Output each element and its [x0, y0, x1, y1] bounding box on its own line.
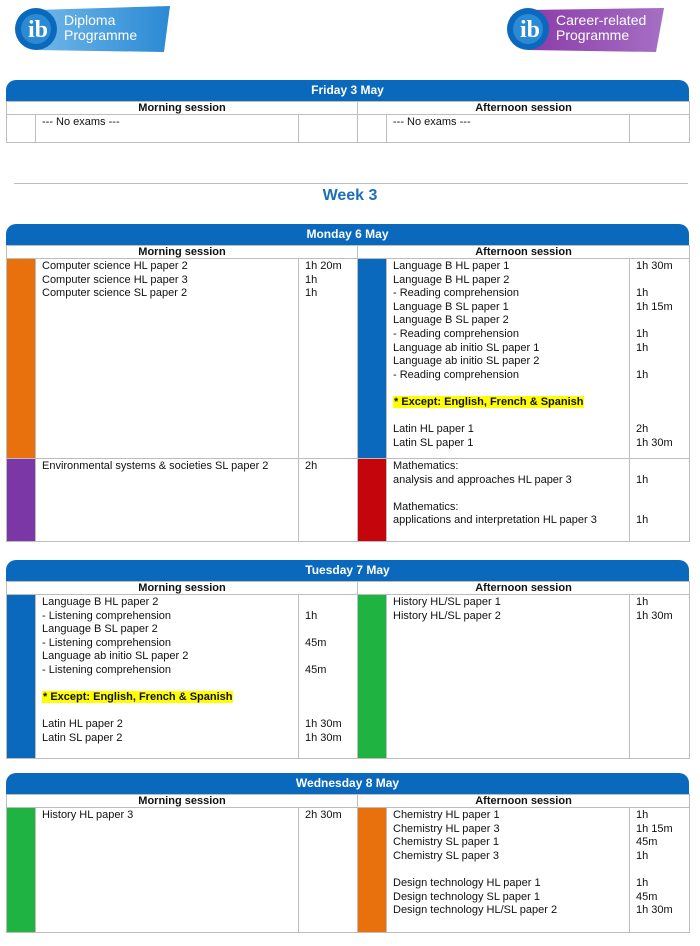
- subject-color-swatch: [7, 115, 35, 142]
- exception-highlight: * Except: English, French & Spanish: [394, 395, 584, 408]
- subject-color-swatch: [358, 115, 386, 142]
- spacer: [393, 863, 629, 877]
- exam-paper: Language B HL paper 2: [42, 596, 159, 608]
- exam-paper: - Reading comprehension: [393, 327, 519, 340]
- afternoon-header: Afternoon session: [358, 795, 690, 808]
- career-related-programme-logo: [506, 6, 664, 52]
- exam-paper: Language B HL paper 1: [393, 260, 510, 272]
- exam-paper: Language B SL paper 2: [42, 623, 158, 636]
- exam-duration: [305, 596, 357, 610]
- afternoon-header: Afternoon session: [358, 246, 690, 259]
- exam-paper: Latin HL paper 1: [393, 423, 474, 436]
- diploma-programme-logo: [14, 6, 170, 52]
- spacer: [305, 678, 357, 692]
- morning-durations: [299, 459, 358, 542]
- spacer: [42, 705, 298, 719]
- afternoon-header: Afternoon session: [358, 582, 690, 595]
- schedule-table: [6, 581, 690, 759]
- exam-duration: 1h 30m: [305, 718, 342, 731]
- exam-duration: [305, 691, 357, 705]
- exam-paper: Latin SL paper 2: [42, 731, 123, 744]
- exam-duration: 45m: [636, 836, 658, 849]
- schedule-table: [6, 101, 690, 143]
- morning-subject-color-bar: [7, 808, 36, 933]
- day-title: Monday 6 May: [6, 224, 689, 245]
- exam-paper: Language ab initio SL paper 2: [42, 650, 189, 663]
- subject-color-swatch: [7, 459, 35, 541]
- afternoon-subject-color-bar: [358, 115, 387, 143]
- afternoon-durations: [630, 259, 690, 459]
- exam-duration: 1h 30m: [636, 904, 673, 917]
- spacer: [305, 705, 357, 719]
- exam-duration: 1h: [636, 287, 649, 300]
- afternoon-durations: [630, 595, 690, 759]
- exam-duration: 1h 30m: [636, 260, 673, 272]
- afternoon-subject-color-bar: [358, 595, 387, 759]
- exception-note: [42, 691, 298, 705]
- exam-paper: Computer science SL paper 2: [42, 287, 188, 300]
- exam-duration: [636, 460, 689, 474]
- exam-paper: Language ab initio SL paper 1: [393, 341, 540, 354]
- exam-paper: - Listening comprehension: [42, 663, 172, 676]
- exam-duration: 1h: [636, 876, 649, 889]
- exam-duration: [305, 650, 357, 664]
- exam-paper: Design technology SL paper 1: [393, 890, 540, 903]
- exam-duration: [636, 274, 689, 288]
- afternoon-subject-color-bar: [358, 259, 387, 459]
- svg-text:ib: ib: [520, 17, 541, 43]
- exam-duration: 1h 30m: [636, 436, 673, 449]
- exam-paper: Computer science HL paper 2: [42, 260, 188, 272]
- exam-duration: [636, 501, 689, 515]
- exam-duration: 2h: [636, 423, 649, 436]
- morning-subject-color-bar: [7, 259, 36, 459]
- morning-exams: [36, 259, 299, 459]
- morning-exams: [36, 459, 299, 542]
- spacer: [636, 487, 689, 501]
- day-wednesday: [6, 773, 689, 933]
- exam-duration: [305, 623, 357, 637]
- spacer: [636, 410, 689, 424]
- exam-paper: Chemistry SL paper 1: [393, 836, 499, 849]
- morning-subject-color-bar: [7, 115, 36, 143]
- exam-duration: 1h: [636, 809, 649, 821]
- exception-highlight: * Except: English, French & Spanish: [43, 691, 233, 704]
- week-heading: Week 3: [322, 187, 378, 204]
- afternoon-subject-color-bar: [358, 459, 387, 542]
- exam-duration: [636, 116, 689, 130]
- exam-paper: Design technology HL paper 1: [393, 876, 541, 889]
- day-title: Wednesday 8 May: [6, 773, 689, 794]
- spacer: [393, 487, 629, 501]
- morning-exams: [36, 595, 299, 759]
- exam-duration: 1h: [636, 849, 649, 862]
- day-monday: [6, 224, 689, 542]
- day-title: Tuesday 7 May: [6, 560, 689, 581]
- day-tuesday: [6, 560, 689, 759]
- exception-note: [393, 396, 629, 410]
- exam-paper: - Listening comprehension: [42, 636, 172, 649]
- exam-paper: applications and interpretation HL paper 3: [393, 514, 597, 527]
- exam-paper: Design technology HL/SL paper 2: [393, 904, 558, 917]
- exam-duration: 1h 15m: [636, 300, 673, 313]
- exam-paper: Language ab initio SL paper 2: [393, 355, 540, 368]
- section-divider: [14, 183, 688, 184]
- svg-text:ib: ib: [28, 17, 49, 43]
- exam-paper: - Reading comprehension: [393, 287, 519, 300]
- schedule-table: [6, 245, 690, 542]
- schedule-table: [6, 794, 690, 933]
- exam-paper: --- No exams ---: [42, 116, 120, 128]
- exam-duration: 1h: [636, 327, 649, 340]
- morning-durations: [299, 259, 358, 459]
- exam-paper: Language B SL paper 2: [393, 314, 509, 327]
- subject-color-swatch: [358, 259, 386, 458]
- exam-paper: History HL/SL paper 2: [393, 609, 501, 622]
- exam-duration: 45m: [305, 636, 327, 649]
- exam-duration: 2h 30m: [305, 809, 342, 821]
- exam-duration: 1h 30m: [305, 731, 342, 744]
- day-title: Friday 3 May: [6, 80, 689, 101]
- afternoon-exams: [387, 595, 630, 759]
- exam-paper: Language B SL paper 1: [393, 300, 509, 313]
- afternoon-subject-color-bar: [358, 808, 387, 933]
- exam-paper: Mathematics:: [393, 500, 459, 513]
- exam-paper: Latin HL paper 2: [42, 718, 123, 731]
- morning-header: Morning session: [7, 795, 358, 808]
- afternoon-durations: [630, 115, 690, 143]
- exam-duration: 1h: [636, 341, 649, 354]
- subject-color-swatch: [358, 459, 386, 541]
- morning-exams: [36, 808, 299, 933]
- afternoon-header: Afternoon session: [358, 102, 690, 115]
- exam-paper: History HL/SL paper 1: [393, 596, 501, 608]
- exam-duration: 1h: [305, 273, 318, 286]
- morning-exams: [36, 115, 299, 143]
- exam-duration: 1h: [636, 596, 649, 608]
- exam-paper: Language B HL paper 2: [393, 273, 510, 286]
- subject-color-swatch: [7, 808, 35, 932]
- exam-duration: 1h: [305, 287, 318, 300]
- subject-color-swatch: [358, 808, 386, 932]
- dp-logo-line1: Diploma: [64, 12, 116, 28]
- exam-paper: History HL paper 3: [42, 809, 134, 821]
- exam-paper: - Listening comprehension: [42, 609, 172, 622]
- subject-color-swatch: [7, 595, 35, 758]
- afternoon-exams: [387, 115, 630, 143]
- morning-header: Morning session: [7, 582, 358, 595]
- exam-paper: Chemistry HL paper 3: [393, 822, 500, 835]
- afternoon-durations: [630, 808, 690, 933]
- spacer: [42, 678, 298, 692]
- exam-duration: 1h: [636, 514, 649, 527]
- exam-paper: Chemistry SL paper 3: [393, 849, 499, 862]
- afternoon-exams: [387, 459, 630, 542]
- day-friday: [6, 80, 689, 143]
- morning-header: Morning session: [7, 246, 358, 259]
- spacer: [393, 410, 629, 424]
- morning-header: Morning session: [7, 102, 358, 115]
- exam-paper: --- No exams ---: [393, 116, 471, 128]
- exam-duration: 1h: [636, 473, 649, 486]
- exam-duration: 1h 30m: [636, 609, 673, 622]
- afternoon-durations: [630, 459, 690, 542]
- exam-duration: [636, 314, 689, 328]
- morning-durations: [299, 808, 358, 933]
- morning-subject-color-bar: [7, 595, 36, 759]
- exam-duration: 45m: [305, 663, 327, 676]
- cp-logo-line2: Programme: [556, 27, 630, 43]
- exam-duration: 1h 15m: [636, 822, 673, 835]
- spacer: [636, 382, 689, 396]
- exam-duration: 45m: [636, 890, 658, 903]
- exam-duration: [636, 355, 689, 369]
- morning-durations: [299, 115, 358, 143]
- exam-duration: 1h 20m: [305, 260, 342, 272]
- exam-duration: [305, 116, 357, 130]
- cp-logo-line1: Career-related: [556, 12, 647, 28]
- exam-paper: Mathematics:: [393, 460, 459, 472]
- exam-paper: Computer science HL paper 3: [42, 273, 188, 286]
- exam-paper: Chemistry HL paper 1: [393, 809, 500, 821]
- afternoon-exams: [387, 808, 630, 933]
- spacer: [636, 863, 689, 877]
- exam-duration: [636, 396, 689, 410]
- exam-paper: Environmental systems & societies SL paper 2: [42, 460, 269, 472]
- spacer: [393, 382, 629, 396]
- exam-duration: 2h: [305, 460, 318, 472]
- exam-duration: 1h: [636, 368, 649, 381]
- exam-paper: analysis and approaches HL paper 3: [393, 473, 572, 486]
- exam-duration: 1h: [305, 609, 318, 622]
- subject-color-swatch: [7, 259, 35, 458]
- morning-durations: [299, 595, 358, 759]
- exam-paper: Latin SL paper 1: [393, 436, 474, 449]
- dp-logo-line2: Programme: [64, 27, 138, 43]
- morning-subject-color-bar: [7, 459, 36, 542]
- subject-color-swatch: [358, 595, 386, 758]
- afternoon-exams: [387, 259, 630, 459]
- exam-paper: - Reading comprehension: [393, 368, 519, 381]
